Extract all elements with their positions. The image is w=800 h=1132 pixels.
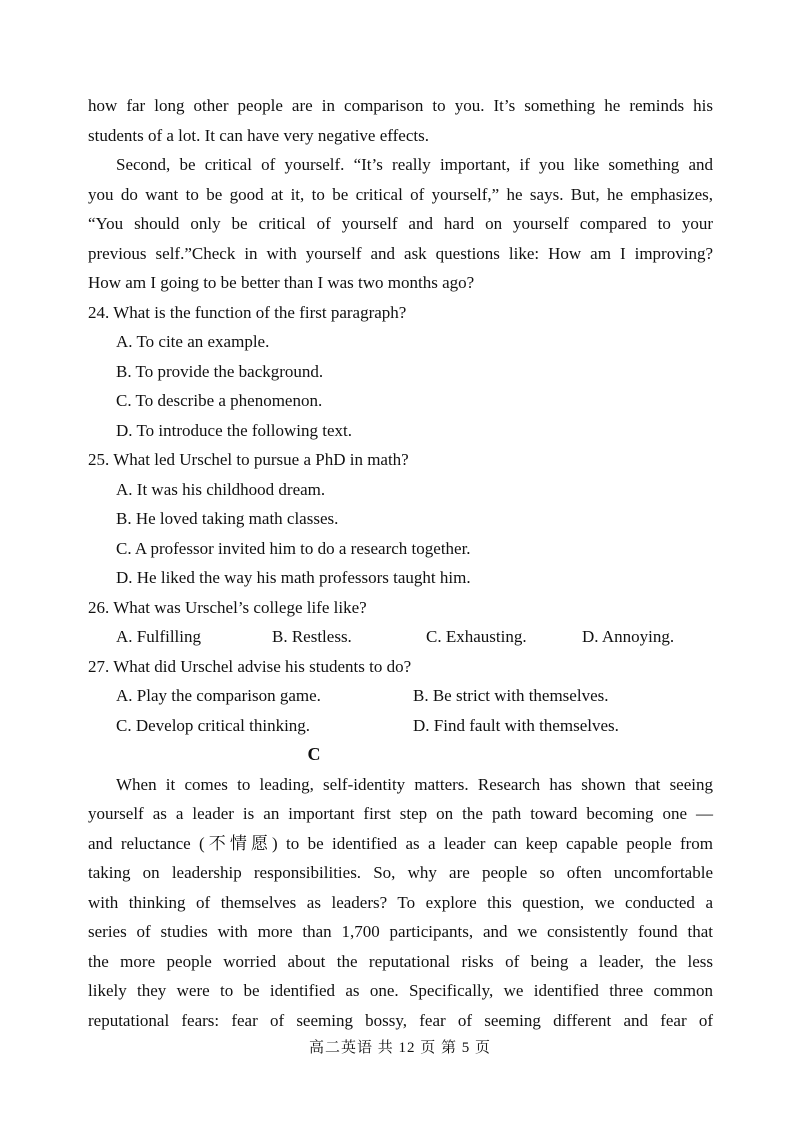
question-stem-27: 27. What did Urschel advise his students to do? [88, 657, 412, 676]
option-27-b: B. Be strict with themselves. [413, 686, 609, 705]
passage-line: yourself as a leader is an important first step on the path toward becoming one — [88, 804, 713, 823]
passage-line: the more people worried about the reputational risks of being a leader, the less [88, 952, 713, 971]
passage-line: previous self.”Check in with yourself and ask questions like: How am I improving? [88, 244, 713, 263]
option-25-c: C. A professor invited him to do a research together. [116, 539, 471, 558]
passage-line: and reluctance (不情愿) to be identified as a leader can keep capable people from [88, 834, 713, 853]
option-24-b: B. To provide the background. [116, 362, 324, 381]
question-stem-26: 26. What was Urschel’s college life like? [88, 598, 367, 617]
passage-line: with thinking of themselves as leaders? To explore this question, we conducted a [88, 893, 713, 912]
passage-line: students of a lot. It can have very negative effects. [88, 126, 429, 145]
option-24-a: A. To cite an example. [116, 332, 270, 351]
option-24-c: C. To describe a phenomenon. [116, 391, 323, 410]
passage-line: reputational fears: fear of seeming bossy, fear of seeming different and fear of [88, 1011, 713, 1030]
passage-line: Second, be critical of yourself. “It’s really important, if you like something and [116, 155, 713, 174]
question-stem-24: 24. What is the function of the first paragraph? [88, 303, 407, 322]
passage-line: likely they were to be identified as one. Specifically, we identified three common [88, 981, 713, 1000]
option-26-a: A. Fulfilling [116, 627, 202, 646]
passage-line: taking on leadership responsibilities. So, why are people so often uncomfortable [88, 863, 713, 882]
passage-line: How am I going to be better than I was two months ago? [88, 273, 475, 292]
option-26-b: B. Restless. [272, 627, 352, 646]
section-heading: C [307, 744, 321, 764]
option-26-c: C. Exhausting. [426, 627, 527, 646]
question-stem-25: 25. What led Urschel to pursue a PhD in math? [88, 450, 409, 469]
passage-line: series of studies with more than 1,700 participants, and we consistently found that [88, 922, 713, 941]
option-25-b: B. He loved taking math classes. [116, 509, 339, 528]
passage-line: you do want to be good at it, to be critical of yourself,” he says. But, he emphasizes, [88, 185, 713, 204]
option-27-a: A. Play the comparison game. [116, 686, 321, 705]
option-25-d: D. He liked the way his math professors taught him. [116, 568, 471, 587]
page-footer: 高二英语 共 12 页 第 5 页 [308, 1040, 491, 1056]
option-27-c: C. Develop critical thinking. [116, 716, 311, 735]
passage-line: When it comes to leading, self-identity matters. Research has shown that seeing [116, 775, 713, 794]
option-24-d: D. To introduce the following text. [116, 421, 352, 440]
passage-line: how far long other people are in comparison to you. It’s something he reminds his [88, 96, 713, 115]
option-25-a: A. It was his childhood dream. [116, 480, 326, 499]
option-27-d: D. Find fault with themselves. [413, 716, 619, 735]
option-26-d: D. Annoying. [582, 627, 675, 646]
passage-line: “You should only be critical of yourself and hard on yourself compared to your [88, 214, 713, 233]
